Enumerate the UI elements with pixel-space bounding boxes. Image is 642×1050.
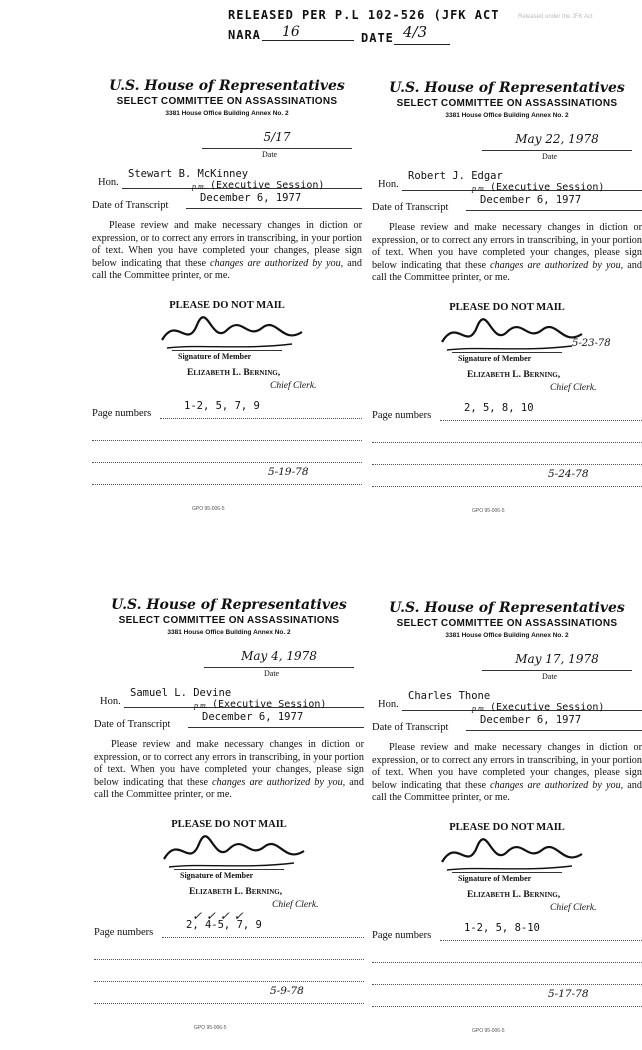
signature-label: Signature of Member bbox=[458, 354, 532, 363]
instructions bbox=[372, 742, 642, 805]
clerk-title: Chief Clerk. bbox=[272, 900, 319, 910]
pages-line-1 bbox=[440, 940, 642, 941]
instructions-1: Please review and make necessary changes in diction or expression, or to correct any errors in transcribing, in your portion of text. When you have completed your changes, please sign below indicating that these bbox=[372, 742, 642, 791]
transcript-form-4 bbox=[372, 600, 642, 1034]
pages-line-1 bbox=[160, 418, 362, 419]
pages-line-4 bbox=[94, 1003, 364, 1004]
gpo-code: GPO 95-006-5 bbox=[472, 1028, 505, 1034]
transcript-line bbox=[188, 727, 364, 728]
date-label: Date bbox=[542, 672, 558, 681]
date-line bbox=[482, 150, 632, 151]
signature-stroke bbox=[442, 319, 582, 342]
date-label: DATE bbox=[361, 31, 394, 45]
clerk-name: Elizabeth L. Berning, bbox=[467, 890, 561, 900]
signature-stroke bbox=[442, 839, 582, 862]
form-title: U.S. House of Representatives bbox=[109, 78, 345, 94]
form-date: May 17, 1978 bbox=[515, 652, 599, 666]
page-numbers-value: 2, 5, 8, 10 bbox=[464, 402, 534, 414]
clerk-name: Elizabeth L. Berning, bbox=[467, 370, 561, 380]
gpo-code: GPO 95-006-5 bbox=[194, 1025, 227, 1031]
transcript-form-3 bbox=[94, 597, 364, 1031]
member-name: Stewart B. McKinney bbox=[128, 168, 249, 180]
hon-label: Hon. bbox=[100, 696, 121, 707]
committee-address: 3381 House Office Building Annex No. 2 bbox=[165, 110, 289, 117]
signature-underline bbox=[447, 866, 572, 870]
hon-label: Hon. bbox=[378, 179, 399, 190]
committee-name: SELECT COMMITTEE ON ASSASSINATIONS bbox=[396, 98, 618, 109]
release-stamp bbox=[228, 8, 499, 22]
transcript-form-1 bbox=[92, 78, 362, 512]
signed-date: 5-24-78 bbox=[548, 468, 589, 480]
nara-label: NARA bbox=[228, 28, 261, 42]
session-type: (Executive Session) bbox=[490, 702, 605, 713]
pages-line-3 bbox=[92, 462, 362, 463]
signature-label: Signature of Member bbox=[458, 874, 532, 883]
member-name: Samuel L. Devine bbox=[130, 687, 232, 699]
page-numbers-label: Page numbers bbox=[372, 410, 432, 421]
date-label: Date bbox=[542, 152, 558, 161]
date-line bbox=[204, 667, 354, 668]
instructions-2: and call the Committee printer, or me. bbox=[92, 257, 362, 281]
date-label: Date bbox=[264, 669, 280, 678]
committee-address: 3381 House Office Building Annex No. 2 bbox=[445, 112, 569, 119]
instructions-1: Please review and make necessary changes in diction or expression, or to correct any errors in transcribing, in your portion of text. When you have completed your changes, please sign below indicating that these bbox=[372, 222, 642, 271]
hon-label: Hon. bbox=[98, 177, 119, 188]
instructions-em: changes are authorized by you, bbox=[210, 257, 344, 269]
instructions-em: changes are authorized by you, bbox=[212, 776, 346, 788]
committee-name: SELECT COMMITTEE ON ASSASSINATIONS bbox=[118, 615, 340, 626]
pages-line-3 bbox=[372, 984, 642, 985]
instructions-em: changes are authorized by you, bbox=[490, 779, 624, 791]
signature-line bbox=[172, 350, 282, 351]
signature-underline bbox=[169, 863, 294, 867]
signed-date: 5-17-78 bbox=[548, 988, 589, 1000]
date-value: 4/3 bbox=[403, 23, 428, 41]
please-do-not-mail: PLEASE DO NOT MAIL bbox=[171, 819, 287, 830]
member-name: Charles Thone bbox=[408, 690, 491, 702]
form-title: U.S. House of Representatives bbox=[389, 80, 625, 96]
transcript-date: December 6, 1977 bbox=[480, 194, 582, 206]
release-text: RELEASED PER P.L 102-526 (JFK ACT bbox=[228, 8, 500, 22]
date-label: Date bbox=[262, 150, 278, 159]
clerk-title: Chief Clerk. bbox=[270, 381, 317, 391]
signature-line bbox=[452, 872, 562, 873]
instructions bbox=[372, 222, 642, 285]
signature-underline bbox=[167, 344, 292, 348]
nara-line bbox=[262, 40, 354, 41]
pages-line-2 bbox=[372, 442, 642, 443]
pages-line-3 bbox=[372, 464, 642, 465]
signature-stroke bbox=[164, 836, 304, 859]
date-line bbox=[202, 148, 352, 149]
session-time: p.m. bbox=[472, 704, 486, 713]
transcript-date: December 6, 1977 bbox=[200, 192, 302, 204]
session-time: p.m. bbox=[472, 184, 486, 193]
signature-underline bbox=[447, 346, 572, 350]
clerk-title: Chief Clerk. bbox=[550, 383, 597, 393]
form-title: U.S. House of Representatives bbox=[389, 600, 625, 616]
nara-value: 16 bbox=[282, 24, 300, 40]
please-do-not-mail: PLEASE DO NOT MAIL bbox=[449, 302, 565, 313]
transcript-line bbox=[186, 208, 362, 209]
committee-name: SELECT COMMITTEE ON ASSASSINATIONS bbox=[396, 618, 618, 629]
form-date: May 4, 1978 bbox=[241, 649, 317, 663]
transcript-label: Date of Transcript bbox=[372, 202, 449, 213]
page-numbers-label: Page numbers bbox=[92, 408, 152, 419]
clerk-name: Elizabeth L. Berning, bbox=[189, 887, 283, 897]
page-numbers-value: 2, 4-5, 7, 9 bbox=[186, 919, 262, 931]
transcript-label: Date of Transcript bbox=[94, 719, 171, 730]
pages-line-4 bbox=[372, 1006, 642, 1007]
gpo-code: GPO 95-006-5 bbox=[192, 506, 225, 512]
session-type: (Executive Session) bbox=[490, 182, 605, 193]
signature-stroke bbox=[162, 317, 302, 340]
form-title: U.S. House of Representatives bbox=[111, 597, 347, 613]
instructions bbox=[92, 220, 362, 283]
transcript-line bbox=[466, 210, 642, 211]
form-date: May 22, 1978 bbox=[515, 132, 599, 146]
please-do-not-mail: PLEASE DO NOT MAIL bbox=[169, 300, 285, 311]
clerk-title: Chief Clerk. bbox=[550, 903, 597, 913]
instructions-1: Please review and make necessary changes in diction or expression, or to correct any errors in transcribing, in your portion of text. When you have completed your changes, please sign below indicating that these bbox=[92, 220, 362, 269]
extra-date-mark: 5-23-78 bbox=[572, 338, 611, 349]
transcript-label: Date of Transcript bbox=[92, 200, 169, 211]
page-numbers-label: Page numbers bbox=[94, 927, 154, 938]
instructions-2: and call the Committee printer, or me. bbox=[372, 259, 642, 283]
clerk-name: Elizabeth L. Berning, bbox=[187, 368, 281, 378]
instructions bbox=[94, 739, 364, 802]
transcript-date: December 6, 1977 bbox=[202, 711, 304, 723]
committee-address: 3381 House Office Building Annex No. 2 bbox=[167, 629, 291, 636]
committee-address: 3381 House Office Building Annex No. 2 bbox=[445, 632, 569, 639]
instructions-2: and call the Committee printer, or me. bbox=[94, 776, 364, 800]
signed-date: 5-19-78 bbox=[268, 466, 309, 478]
transcript-line bbox=[466, 730, 642, 731]
transcript-form-2 bbox=[372, 80, 642, 514]
checkmarks: ✓ ✓ ✓ ✓ bbox=[192, 909, 244, 923]
pages-line-2 bbox=[92, 440, 362, 441]
hon-label: Hon. bbox=[378, 699, 399, 710]
pages-line-2 bbox=[372, 962, 642, 963]
signature-label: Signature of Member bbox=[180, 871, 254, 880]
pages-line-1 bbox=[440, 420, 642, 421]
faint-stamp: Released under the JFK Act bbox=[518, 14, 593, 20]
instructions-2: and call the Committee printer, or me. bbox=[372, 779, 642, 803]
signed-date: 5-9-78 bbox=[270, 985, 304, 997]
committee-name: SELECT COMMITTEE ON ASSASSINATIONS bbox=[116, 96, 338, 107]
please-do-not-mail: PLEASE DO NOT MAIL bbox=[449, 822, 565, 833]
signature-label: Signature of Member bbox=[178, 352, 252, 361]
pages-line-1 bbox=[162, 937, 364, 938]
signature-line bbox=[452, 352, 562, 353]
session-time: p.m. bbox=[192, 182, 206, 191]
date-line bbox=[394, 44, 450, 45]
pages-line-4 bbox=[92, 484, 362, 485]
page-numbers-label: Page numbers bbox=[372, 930, 432, 941]
gpo-code: GPO 95-006-5 bbox=[472, 508, 505, 514]
page-numbers-value: 1-2, 5, 8-10 bbox=[464, 922, 540, 934]
page-numbers-value: 1-2, 5, 7, 9 bbox=[184, 400, 260, 412]
pages-line-3 bbox=[94, 981, 364, 982]
form-date: 5/17 bbox=[263, 130, 291, 144]
session-time: p.m. bbox=[194, 701, 208, 710]
signature-line bbox=[174, 869, 284, 870]
pages-line-2 bbox=[94, 959, 364, 960]
instructions-em: changes are authorized by you, bbox=[490, 259, 624, 271]
session-type: (Executive Session) bbox=[210, 180, 325, 191]
transcript-date: December 6, 1977 bbox=[480, 714, 582, 726]
session-type: (Executive Session) bbox=[212, 699, 327, 710]
member-name: Robert J. Edgar bbox=[408, 170, 503, 182]
instructions-1: Please review and make necessary changes in diction or expression, or to correct any errors in transcribing, in your portion of text. When you have completed your changes, please sign below indicating that these bbox=[94, 739, 364, 788]
pages-line-4 bbox=[372, 486, 642, 487]
date-line bbox=[482, 670, 632, 671]
transcript-label: Date of Transcript bbox=[372, 722, 449, 733]
